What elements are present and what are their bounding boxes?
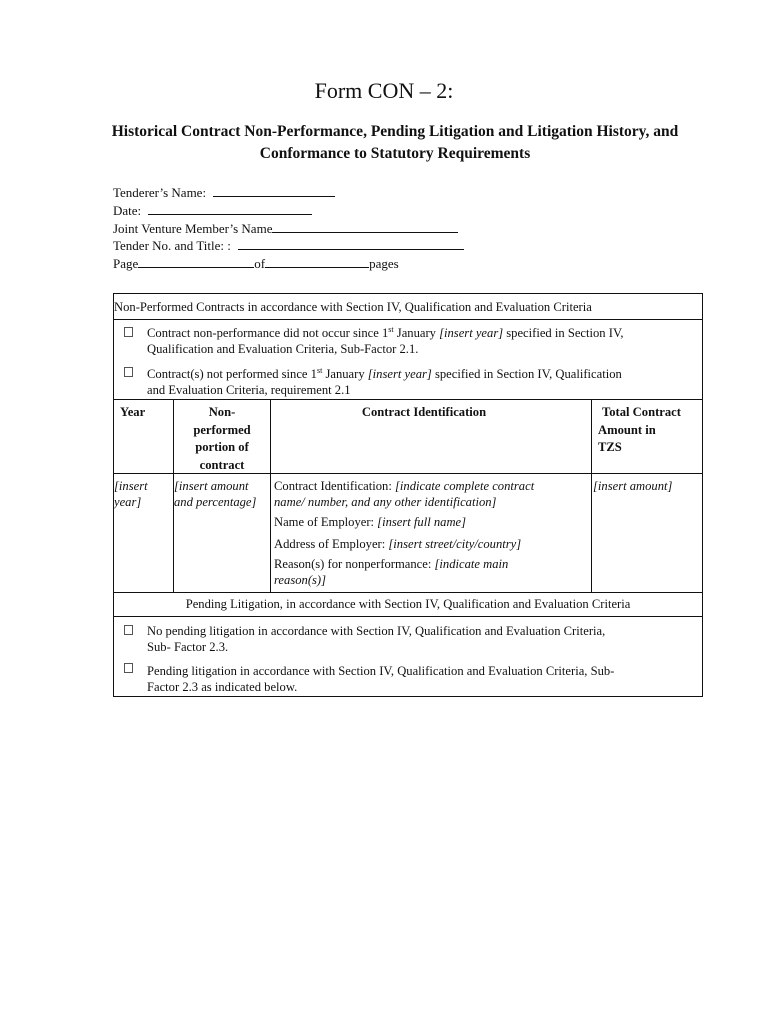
jv-member-label: Joint Venture Member’s Name	[113, 220, 273, 236]
section-header-pending-litigation: Pending Litigation, in accordance with Section IV, Qualification and Evaluation Criteria	[185, 597, 631, 611]
tenderer-name-label: Tenderer’s Name:	[113, 185, 207, 200]
table-rule	[114, 616, 702, 617]
checkbox-pending-litigation[interactable]	[124, 663, 133, 673]
cell-total-amount: [insert amount]	[593, 479, 673, 493]
cell-contract-identification: Contract Identification: [indicate complete contract name/ number, and any other identification] Name of Employer: [insert full name] Address of Employer: [insert street/city/country] Reason(s) for nonperformance: [indicate main reason(s)]	[274, 479, 535, 587]
tender-title-field[interactable]	[238, 237, 464, 250]
table-rule	[114, 592, 702, 593]
pages-label: pages	[369, 256, 399, 272]
checkbox-no-nonperformance[interactable]	[124, 327, 133, 337]
date-field[interactable]	[148, 202, 312, 215]
tender-title-row	[113, 237, 464, 255]
criteria-table	[113, 293, 703, 697]
jv-member-row	[113, 220, 464, 238]
page-row	[113, 255, 464, 273]
jv-member-field[interactable]	[272, 220, 458, 233]
of-label: of	[254, 256, 266, 272]
checkbox-contracts-not-performed[interactable]	[124, 367, 133, 377]
table-rule	[114, 319, 702, 320]
date-label: Date:	[113, 202, 142, 218]
col-header-year: Year	[120, 405, 146, 419]
table-rule	[270, 399, 271, 592]
col-header-contract-identification: Contract Identification	[361, 405, 487, 419]
form-title: Form CON – 2:	[314, 78, 454, 103]
page-total-field[interactable]	[265, 255, 369, 268]
col-header-nonperformed: Non- performed portion of contract	[193, 405, 251, 472]
table-rule	[114, 399, 702, 400]
page-label: Page	[113, 256, 139, 272]
date-row	[113, 202, 464, 220]
table-rule	[591, 399, 592, 592]
cell-year: [insert year]	[114, 479, 148, 509]
header-fields	[113, 184, 464, 273]
tender-title-label: Tender No. and Title: :	[113, 238, 231, 254]
checkbox-no-pending-litigation[interactable]	[124, 625, 133, 635]
page-number-field[interactable]	[138, 255, 254, 268]
col-header-total-amount: Total Contract Amount in TZS	[598, 405, 681, 454]
form-subtitle: Historical Contract Non-Performance, Pending Litigation and Litigation History, and Conformance to Statutory Requirements	[111, 123, 679, 162]
cell-nonperformed-amount: [insert amount and percentage]	[174, 479, 257, 509]
section-header-nonperformed: Non-Performed Contracts in accordance with Section IV, Qualification and Evaluation Criteria	[114, 300, 592, 314]
option-pending-litigation: Pending litigation in accordance with Section IV, Qualification and Evaluation Criteria, Sub- Factor 2.3 as indicated below.	[147, 664, 615, 694]
option-no-pending-litigation: No pending litigation in accordance with Section IV, Qualification and Evaluation Criteria, Sub- Factor 2.3.	[147, 624, 606, 654]
option-contracts-not-performed: Contract(s) not performed since 1st January [insert year] specified in Section IV, Qualification and Evaluation Criteria, requirement 2.1	[147, 365, 622, 397]
option-no-nonperformance: Contract non-performance did not occur since 1st January [insert year] specified in Section IV, Qualification and Evaluation Criteria, Sub-Factor 2.1.	[147, 324, 624, 356]
tenderer-name-row	[113, 184, 464, 202]
tenderer-name-field[interactable]	[213, 184, 335, 197]
